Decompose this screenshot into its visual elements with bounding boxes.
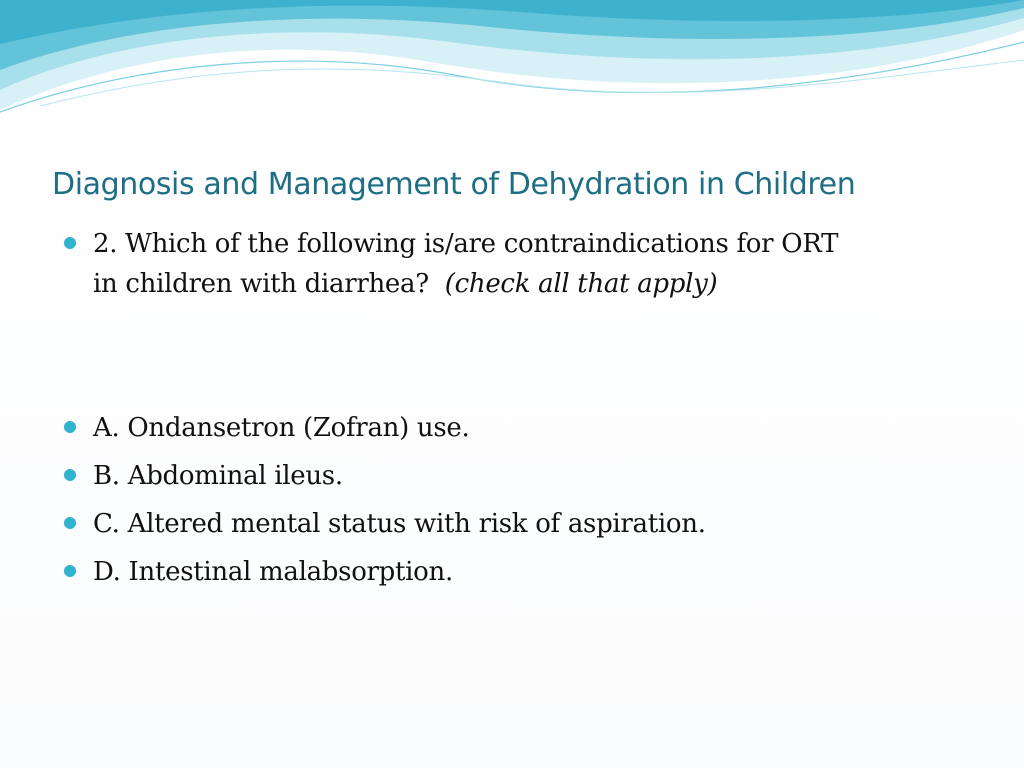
answer-option-label: D. Intestinal malabsorption.	[93, 557, 453, 587]
bullet-icon	[64, 469, 76, 481]
bullet-icon	[64, 565, 76, 577]
bullet-icon	[64, 517, 76, 529]
bullet-icon	[64, 237, 76, 249]
question-text-line2: in children with diarrhea?	[93, 269, 429, 299]
answer-option-b	[60, 456, 970, 496]
header-wave-decoration	[0, 0, 1024, 130]
question-bullet	[60, 224, 970, 304]
answer-option-a	[60, 408, 970, 448]
question-text-line1: 2. Which of the following is/are contraindications for ORT	[93, 229, 839, 259]
answer-option-c	[60, 504, 970, 544]
bullet-list	[60, 224, 970, 600]
bullet-icon	[64, 421, 76, 433]
answer-option-label: A. Ondansetron (Zofran) use.	[93, 413, 470, 443]
answer-option-d	[60, 552, 970, 592]
answer-option-label: B. Abdominal ileus.	[93, 461, 343, 491]
slide-title: Diagnosis and Management of Dehydration in Children	[52, 167, 856, 202]
question-instruction: (check all that apply)	[444, 269, 718, 299]
answer-option-label: C. Altered mental status with risk of aspiration.	[93, 509, 706, 539]
